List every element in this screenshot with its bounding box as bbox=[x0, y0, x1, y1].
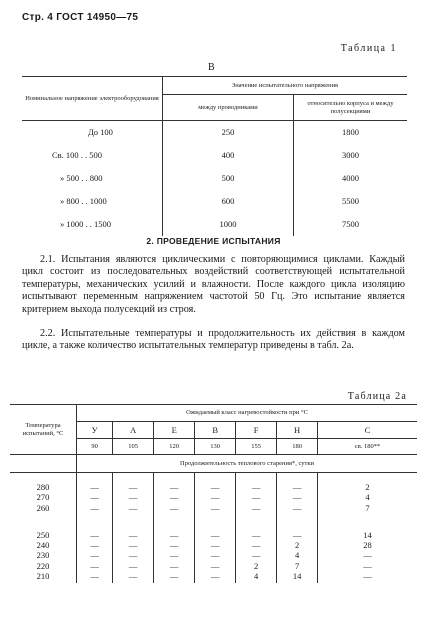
class-temp: 120 bbox=[154, 439, 195, 455]
g2-cell: — — — 2 4 bbox=[236, 529, 277, 583]
g2-cell: 14 28 — — — bbox=[318, 529, 417, 583]
g1-cell: — — — bbox=[195, 481, 236, 515]
t1-row-between: 250 bbox=[163, 121, 294, 144]
class-temp: 180 bbox=[277, 439, 318, 455]
t1-row-label: » 1000 . . 1500 bbox=[60, 219, 111, 229]
t1-row-label: Св. 100 . . 500 bbox=[52, 150, 103, 160]
table1-col-rated: Номинальное напряжение электрооборудования bbox=[22, 77, 163, 121]
temp-value: 260 bbox=[36, 502, 50, 513]
temp-value: 210 bbox=[36, 570, 50, 581]
class-letter: С bbox=[318, 422, 417, 439]
class-temp: 130 bbox=[195, 439, 236, 455]
t1-row-between: 400 bbox=[163, 144, 294, 167]
page-header: Стр. 4 ГОСТ 14950—75 bbox=[22, 12, 139, 23]
g2-cell: — — — — — bbox=[154, 529, 195, 583]
g2-cell: — — — — — bbox=[113, 529, 154, 583]
table1 bbox=[22, 76, 407, 236]
g1-cell: — — — bbox=[277, 481, 318, 515]
g1-cell: — — — bbox=[154, 481, 195, 515]
paragraph-2-1: 2.1. Испытания являются циклическими с повторяющимися циклами. Каждый цикл состоит из последовательных воздействий соответствующей испытательной температуры, механических усилий и влажности. После каждого цикла изоляцию испытывают переменным напряжением частотой 50 Гц. Это испытание является критерием выхода полусекций из строя. bbox=[22, 254, 405, 315]
paragraph-2-2: 2.2. Испытательные температуры и продолжительность их действия в каждом цикле, а также количество испытательных температур приведены в табл. 2а. bbox=[22, 328, 405, 352]
temp-group-2 bbox=[10, 529, 77, 583]
t1-row-label: До 100 bbox=[88, 127, 113, 138]
table1-letter: В bbox=[208, 62, 215, 73]
class-letter: В bbox=[195, 422, 236, 439]
t1-row-relative: 4000 bbox=[294, 167, 408, 190]
temp-value: 220 bbox=[36, 560, 50, 571]
t1-row-between: 1000 bbox=[163, 213, 294, 236]
class-temp: 155 bbox=[236, 439, 277, 455]
g2-cell: — 2 4 7 14 bbox=[277, 529, 318, 583]
t1-row-relative: 1800 bbox=[294, 121, 408, 144]
table2-col-class: Ожидаемый класс нагревостойкости при °С bbox=[77, 405, 418, 422]
temp-value: 280 bbox=[36, 482, 50, 493]
class-temp: 105 bbox=[113, 439, 154, 455]
class-letter: А bbox=[113, 422, 154, 439]
g1-cell: — — — bbox=[77, 481, 113, 515]
class-letter: У bbox=[77, 422, 113, 439]
table1-caption: Таблица 1 bbox=[340, 43, 397, 54]
t1-row-between: 600 bbox=[163, 190, 294, 213]
t1-row-label: » 800 . . 1000 bbox=[60, 196, 107, 206]
class-temp: 90 bbox=[77, 439, 113, 455]
g1-cell: 2 4 7 bbox=[318, 481, 417, 515]
table1-col-between: между проводниками bbox=[163, 95, 294, 121]
class-letter: Н bbox=[277, 422, 318, 439]
table2-duration: Продолжительность теплового старения*, сутки bbox=[77, 455, 418, 473]
temp-value: 240 bbox=[36, 540, 50, 551]
t1-row-relative: 3000 bbox=[294, 144, 408, 167]
table2-col-temp: Температура испытаний, °С bbox=[10, 405, 77, 455]
temp-value: 270 bbox=[36, 492, 50, 503]
g1-cell: — — — bbox=[236, 481, 277, 515]
g2-cell: — — — — — bbox=[195, 529, 236, 583]
t1-row-relative: 7500 bbox=[294, 213, 408, 236]
table1-col-test: Значение испытательного напряжения bbox=[163, 77, 408, 95]
class-letter: Е bbox=[154, 422, 195, 439]
t1-row-label: » 500 . . 800 bbox=[60, 173, 103, 183]
table2 bbox=[10, 404, 417, 583]
g2-cell: — — — — — bbox=[77, 529, 113, 583]
temp-value: 250 bbox=[36, 529, 50, 540]
table1-col-relative: относительно корпуса и между полусекциями bbox=[294, 95, 408, 121]
class-letter: F bbox=[236, 422, 277, 439]
temp-group-1 bbox=[10, 481, 77, 515]
section-title: 2. ПРОВЕДЕНИЕ ИСПЫТАНИЯ bbox=[146, 236, 281, 246]
table2-caption: Таблица 2а bbox=[347, 391, 407, 402]
class-temp: св. 180** bbox=[318, 439, 417, 455]
temp-value: 230 bbox=[36, 550, 50, 561]
t1-row-relative: 5500 bbox=[294, 190, 408, 213]
g1-cell: — — — bbox=[113, 481, 154, 515]
t1-row-between: 500 bbox=[163, 167, 294, 190]
